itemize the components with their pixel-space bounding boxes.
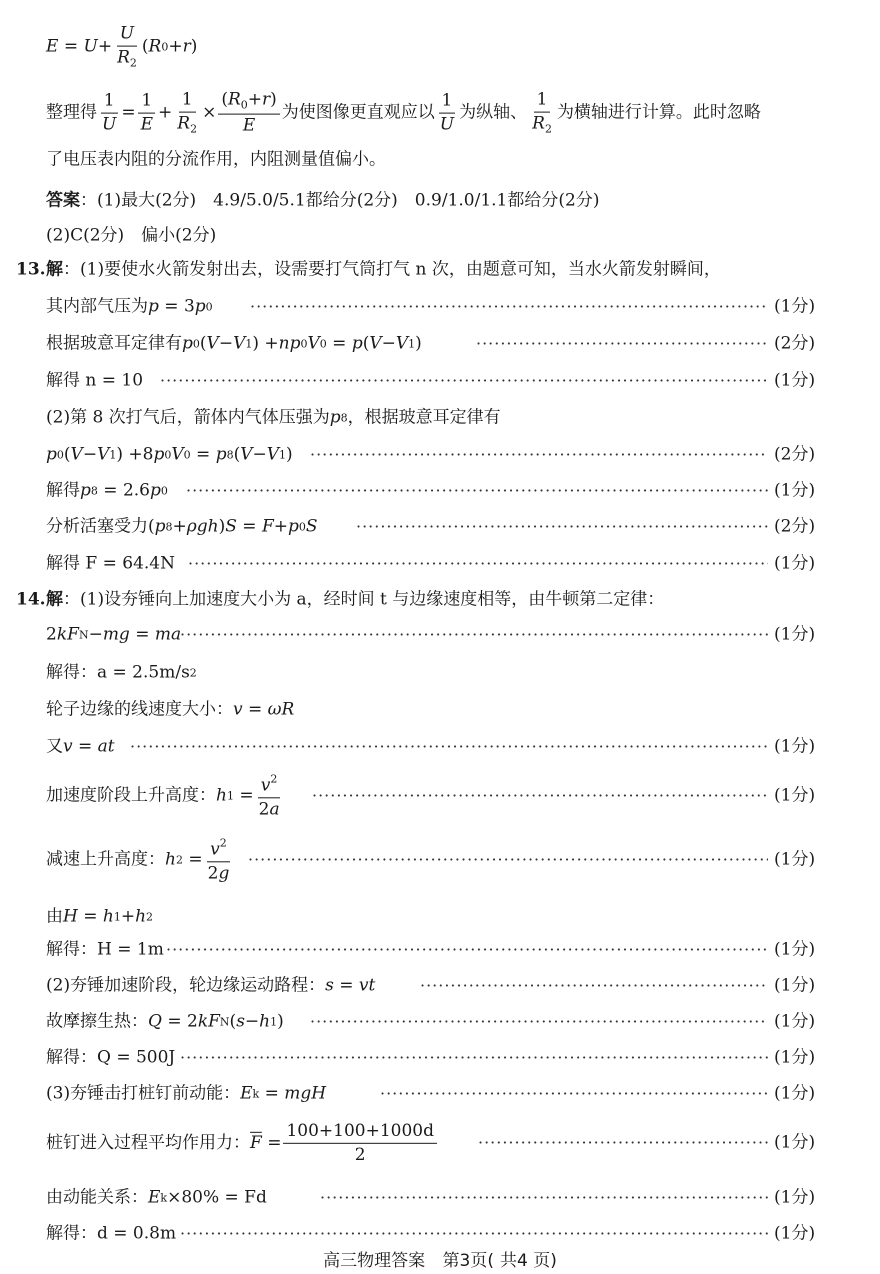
q14-energy: 由动能关系： E k ×80% = Fd ····· (1分) bbox=[0, 1178, 880, 1218]
answer-line-1: 答案 ：(1)最大(2分) 4.9/5.0/5.1都给分(2分) 0.9/1.0/1.1都给分(2分) bbox=[46, 190, 600, 211]
q14-Ek: (3)夯锤击打桩钉前动能： E k = mgH ····· (1分) bbox=[0, 1074, 880, 1114]
q14-path: (2)夯锤加速阶段，轮边缘运动路程： s = vt ····· (1分) bbox=[0, 966, 880, 1006]
q14-H: 解得：H = 1m ····· (1分) bbox=[0, 930, 880, 970]
q14-v-at: 又 v = at ····· (1分) bbox=[0, 727, 880, 767]
q14-newton: 2 kF N − mg = ma ····· (1分) bbox=[0, 615, 880, 655]
q14-d: 解得：d = 0.8m ····· (1分) bbox=[0, 1214, 880, 1254]
q14-accel: 解得：a = 2.5m/s 2 bbox=[46, 662, 197, 683]
q14-edge-speed: 轮子边缘的线速度大小： v = ωR bbox=[46, 699, 295, 720]
q14-h2: 减速上升高度： h 2 = $\frac{v^2}{2g}$ ····· (1分) bbox=[0, 832, 880, 888]
q14-Q: 解得：Q = 500J ····· (1分) bbox=[0, 1038, 880, 1078]
footer-total: 共4 页) bbox=[500, 1251, 557, 1271]
q13-step-pressure: 其内部气压为 p = 3 p 0 ····· (1分) bbox=[0, 287, 880, 327]
q13-step-F: 解得 F = 64.4N ····· (1分) bbox=[0, 544, 880, 584]
page-footer bbox=[0, 1246, 880, 1271]
q14-H-sum: 由 H = h 1 + h 2 bbox=[46, 906, 154, 927]
q14-h1: 加速度阶段上升高度： h 1 = $\frac{v^2}{2a}$ ····· (1分) bbox=[0, 768, 880, 824]
footer-page: 第3页( bbox=[442, 1251, 494, 1271]
footer-title: 高三物理答案 bbox=[323, 1251, 426, 1271]
q13-step-n: 解得 n = 10 ····· (1分) bbox=[0, 361, 880, 401]
q13-step-force: 分析活塞受力 ( p 8 + ρgh ) S = F + p 0 S ····· (2分) bbox=[0, 507, 880, 547]
equation-emf: E = U + $\frac{U}{R_2}$ ( R 0 + r ) bbox=[46, 23, 198, 70]
derivation-tail: 了电压表内阻的分流作用，内阻测量值偏小。 bbox=[46, 149, 386, 170]
q13-intro: 13. 解 ：(1)要使水火箭发射出去，设需要打气筒打气 n 次，由题意可知，当水火箭发射瞬间， bbox=[16, 259, 721, 280]
derivation-line: 整理得 $\frac{1}{U}$ = $\frac{1}{E}$ + $\frac{1}{R_2}$ × $\frac{(R_0+r)}{E}$ 为使图像更直观应以 $\frac{1}{U}$ 为纵轴、 $\frac{1}{R_2}$ 为横轴进行计算。此时忽略 bbox=[46, 89, 761, 136]
q13-step-p8: 解得 p 8 = 2.6 p 0 ····· (1分) bbox=[0, 471, 880, 511]
q14-avg-force: 桩钉进入过程平均作用力： $\overline{F}$ = $\frac{100+100+1000d}{2}$ ····· (1分) bbox=[0, 1114, 880, 1172]
answer-line-2: (2)C(2分) 偏小(2分) bbox=[46, 225, 217, 246]
q13-step-boyle: 根据玻意耳定律有 p 0 ( V − V 1 ) + np 0 V 0 = p ( V − V 1 ) ····· (2分) bbox=[0, 324, 880, 364]
q14-intro: 14. 解 ：(1)设夯锤向上加速度大小为 a，经时间 t 与边缘速度相等，由牛顿第二定律： bbox=[16, 589, 665, 610]
q13-step-8th: (2)第 8 次打气后，箭体内气体压强为 p 8 ，根据玻意耳定律有 bbox=[46, 407, 501, 428]
q13-step-boyle-8: p 0 ( V − V 1 ) +8 p 0 V 0 = p 8 ( V − V 1 ) ····· (2分) bbox=[0, 435, 880, 475]
q14-heat: 故摩擦生热： Q = 2 kF N ( s − h 1 ) ····· (1分) bbox=[0, 1002, 880, 1042]
